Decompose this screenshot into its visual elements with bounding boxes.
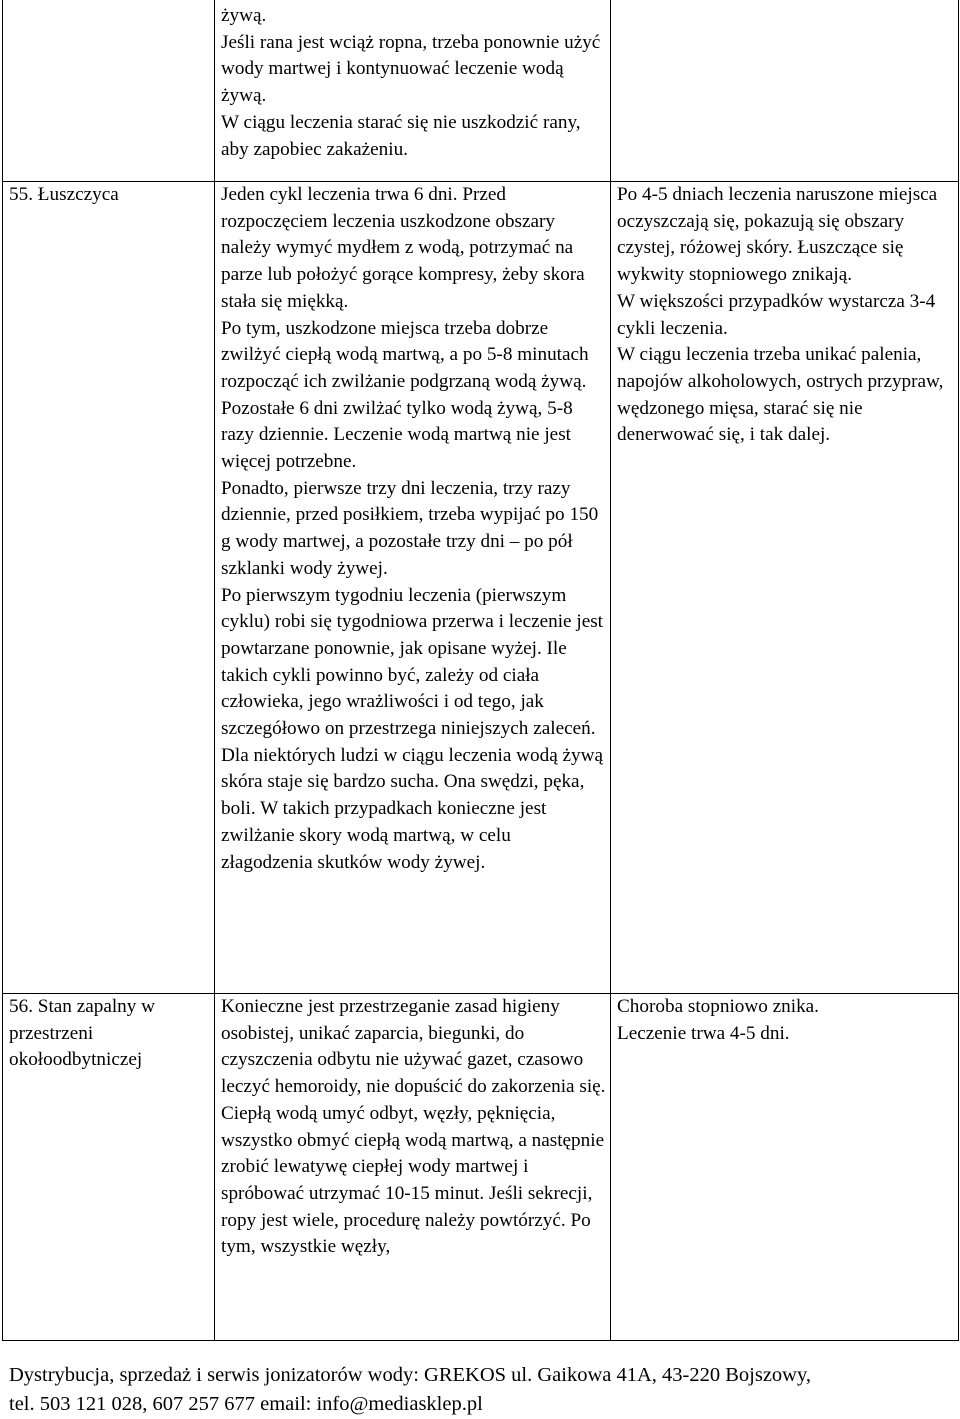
treatment-paragraph: Ciepłą wodą umyć odbyt, węzły, pęknięcia, wszystko obmyć ciepłą wodą martwą, a następnie zrobić lewatywę ciepłej wody martwej i spróbować utrzymać 10-15 minut. Jeśli sekrecji, ropy jest wiele, procedurę należy powtórzyć. Po tym, wszystkie węzły, (221, 1102, 605, 1258)
treatment-paragraph: Ponadto, pierwsze trzy dni leczenia, trzy razy dziennie, przed posiłkiem, trzeba wypijać po 150 g wody martwej, a pozostałe trzy dni – po pół szklanki wody żywej. (221, 477, 599, 579)
table-row (3, 994, 959, 1341)
condition-cell (3, 182, 215, 994)
result-paragraph: W większości przypadków wystarcza 3-4 cykli leczenia. (617, 290, 936, 339)
result-paragraph: Po 4-5 dniach leczenia naruszone miejsca oczyszczają się, pokazują się obszary czystej, różowej skóry. Łuszczące się wykwity stopniowego znikają. (617, 184, 938, 286)
result-cell (611, 994, 959, 1341)
treatment-paragraph: Po tym, uszkodzone miejsca trzeba dobrze zwilżyć ciepłą wodą martwą, a po 5-8 minutach rozpocząć ich zwilżanie podgrzaną wodą żywą. (221, 317, 589, 392)
result-paragraph: W ciągu leczenia trzeba unikać palenia, napojów alkoholowych, ostrych przypraw, wędzonego mięsa, starać się nie denerwować się, i tak dalej. (617, 344, 944, 446)
treatment-paragraph: żywą. (221, 5, 267, 26)
condition-cell (3, 994, 215, 1341)
result-cell (611, 0, 959, 182)
condition-name: 56. Stan zapalny w przestrzeni okołoodbytniczej (9, 996, 156, 1071)
treatment-paragraph: Dla niektórych ludzi w ciągu leczenia wodą żywą skóra staje się bardzo sucha. Ona swędzi, pęka, boli. W takich przypadkach konieczne jest zwilżanie skory wodą martwą, w celu złagodzenia skutków wody żywej. (221, 744, 603, 873)
treatment-paragraph: Konieczne jest przestrzeganie zasad higieny osobistej, unikać zaparcia, biegunki, do czyszczenia odbytu nie używać gazet, czasowo leczyć hemoroidy, nie dopuścić do zakorzenia się. (221, 996, 606, 1098)
result-paragraph: Choroba stopniowo znika. (617, 996, 819, 1017)
treatment-paragraph: Pozostałe 6 dni zwilżać tylko wodą żywą, 5-8 razy dziennie. Leczenie wodą martwą nie jest więcej potrzebne. (221, 397, 573, 473)
treatment-paragraph: Jeśli rana jest wciąż ropna, trzeba ponownie użyć wody martwej i kontynuować leczenie wodą żywą. (221, 31, 601, 107)
result-cell (611, 182, 959, 994)
condition-name: 55. Łuszczyca (9, 184, 119, 205)
treatment-paragraph: Jeden cykl leczenia trwa 6 dni. Przed rozpoczęciem leczenia uszkodzone obszary należy wymyć mydłem z wodą, potrzymać na parze lub położyć gorące kompresy, żeby skora stała się miękką. (221, 184, 585, 312)
treatment-cell (215, 0, 611, 182)
page-footer (9, 1361, 949, 1419)
footer-address: Dystrybucja, sprzedaż i serwis jonizatorów wody: GREKOS ul. Gaikowa 41A, 43-220 Bojszowy, (9, 1364, 812, 1386)
table-row (3, 0, 959, 182)
treatment-paragraph: Po pierwszym tygodniu leczenia (pierwszym cyklu) robi się tygodniowa przerwa i leczenie jest powtarzane ponownie, jak opisane wyżej. Ile takich cykli powinno być, zależy od ciała człowieka, jego wrażliwości i od tego, jak szczegółowo on przestrzega niniejszych zaleceń. (221, 584, 604, 740)
treatment-table (2, 0, 959, 1341)
footer-contact: tel. 503 121 028, 607 257 677 email: info@mediasklep.pl (9, 1393, 483, 1415)
treatment-paragraph: W ciągu leczenia starać się nie uszkodzić rany, aby zapobiec zakażeniu. (221, 111, 581, 160)
table-row (3, 182, 959, 994)
condition-cell (3, 0, 215, 182)
treatment-cell (215, 182, 611, 994)
treatment-cell (215, 994, 611, 1341)
result-paragraph: Leczenie trwa 4-5 dni. (617, 1022, 790, 1044)
